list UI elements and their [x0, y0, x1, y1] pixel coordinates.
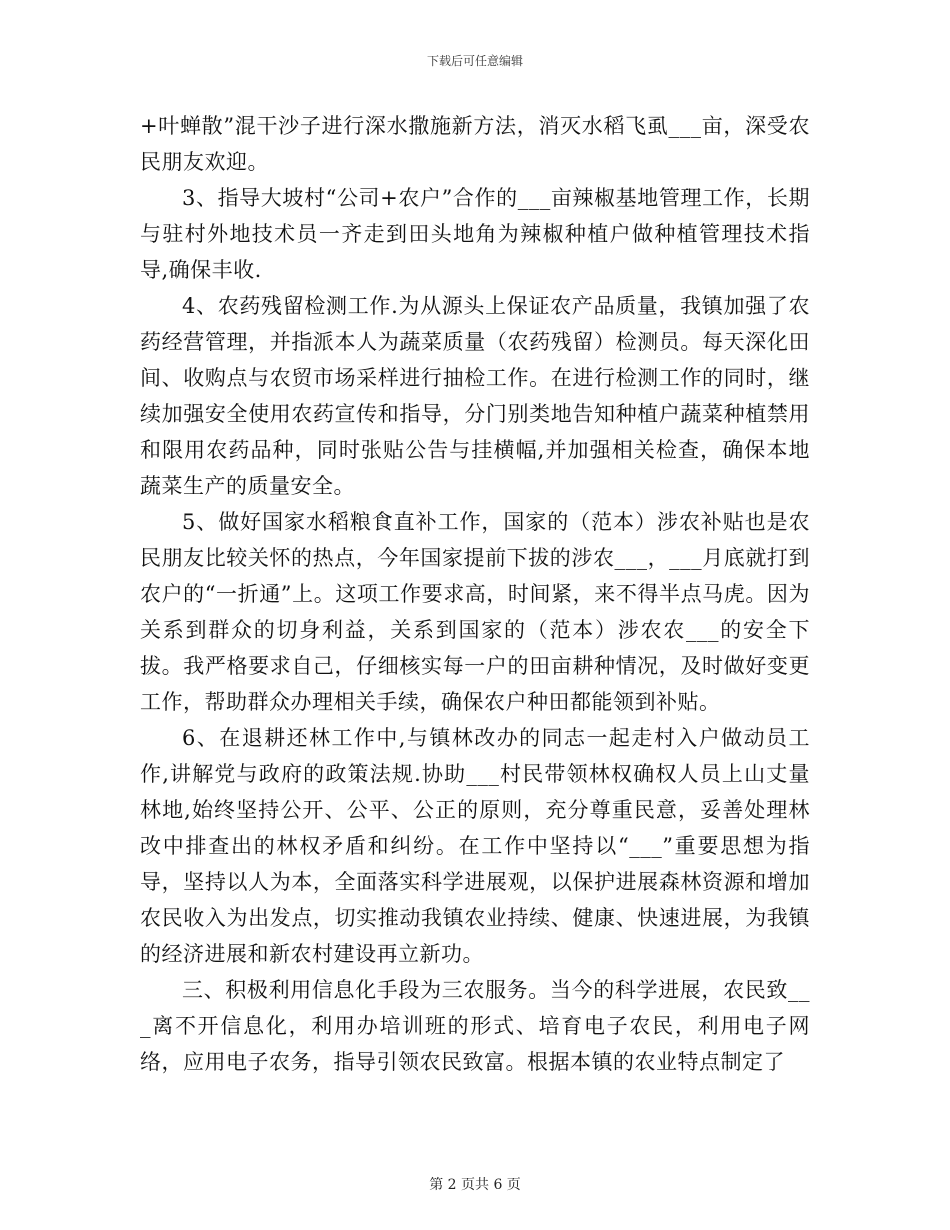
paragraph-item-5: 5、做好国家水稻粮食直补工作，国家的（范本）涉农补贴也是农民朋友比较关怀的热点，今年国家提前下拔的涉农___，___月底就打到农户的“一折通”上。这项工作要求高，时间紧，来不得半点马虎。因为关系到群众的切身利益，关系到国家的（范本）涉农农___的安全下拔。我严格要求自己，仔细核实每一户的田亩耕种情况，及时做好变更工作，帮助群众办理相关手续，确保农户种田都能领到补贴。 — [140, 510, 810, 714]
page-number: 第 2 页共 6 页 — [429, 1177, 521, 1193]
paragraph-continuation: +叶蝉散”混干沙子进行深水撒施新方法，消灭水稻飞虱___亩，深受农民朋友欢迎。 — [140, 114, 810, 174]
paragraph-item-3: 3、指导大坡村“公司+农户”合作的___亩辣椒基地管理工作，长期与驻村外地技术员一齐走到田头地角为辣椒种植户做种植管理技术指导,确保丰收. — [140, 186, 810, 282]
paragraph-item-4: 4、农药残留检测工作.为从源头上保证农产品质量，我镇加强了农药经营管理，并指派本人为蔬菜质量（农药残留）检测员。每天深化田间、收购点与农贸市场采样进行抽检工作。在进行检测工作的同时，继续加强安全使用农药宣传和指导，分门别类地告知种植户蔬菜种植禁用和限用农药品种，同时张贴公告与挂横幅,并加强相关检查，确保本地蔬菜生产的质量安全。 — [140, 294, 810, 498]
paragraph-item-6: 6、在退耕还林工作中,与镇林改办的同志一起走村入户做动员工作,讲解党与政府的政策法规.协助___村民带领林权确权人员上山丈量林地,始终坚持公开、公平、公正的原则，充分尊重民意，妥善处理林改中排查出的林权矛盾和纠纷。在工作中坚持以“___”重要思想为指导，坚持以人为本，全面落实科学进展观，以保护进展森林资源和增加农民收入为出发点，切实推动我镇农业持续、健康、快速进展，为我镇的经济进展和新农村建设再立新功。 — [140, 726, 810, 966]
paragraph-section-3: 三、积极利用信息化手段为三农服务。当今的科学进展，农民致___离不开信息化，利用办培训班的形式、培育电子农民，利用电子网络，应用电子农务，指导引领农民致富。根据本镇的农业特点制定了 — [140, 978, 810, 1074]
page-header: 下载后可任意编辑 — [426, 54, 523, 68]
document-body — [140, 108, 810, 1080]
